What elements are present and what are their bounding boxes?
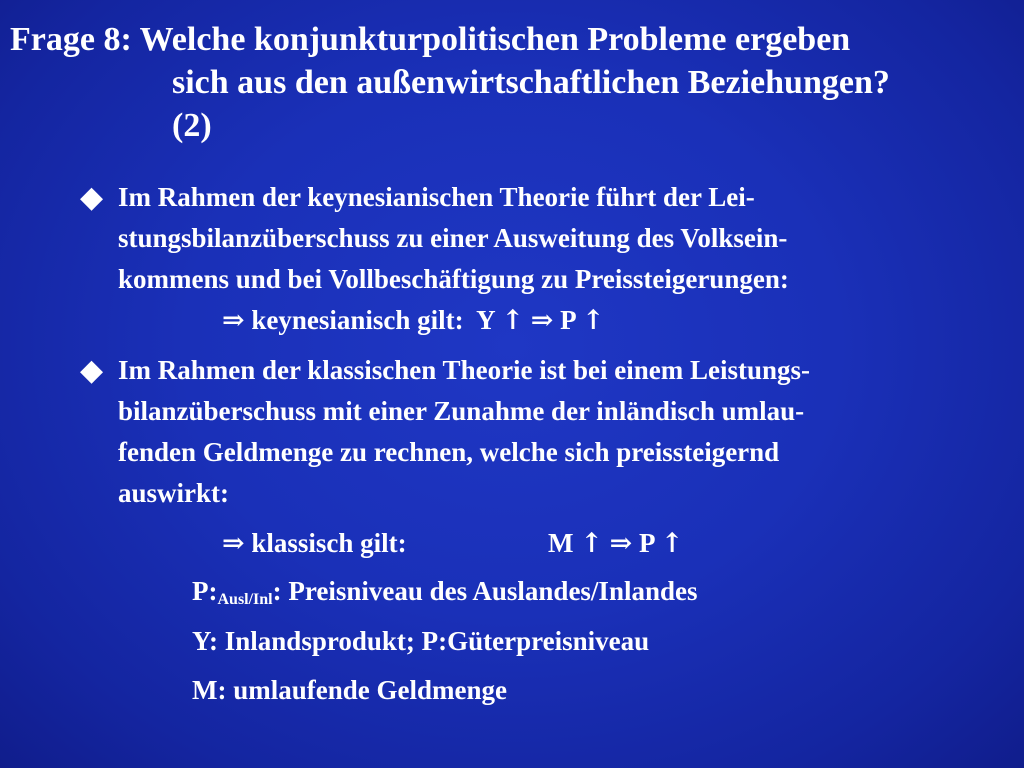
bullet-classical <box>80 350 1010 514</box>
arrow-up-icon: ↑ <box>660 528 684 559</box>
implies-icon: ⇒ <box>609 528 633 559</box>
legend-p <box>192 567 697 615</box>
slide-title <box>10 18 1014 147</box>
implies-icon: ⇒ <box>222 305 245 336</box>
formula-classical-expression <box>548 523 683 564</box>
diamond-bullet-icon: ◆ <box>80 354 104 387</box>
bullet-text: Im Rahmen der keynesianischen Theorie führt der Lei- <box>118 182 755 212</box>
legend-m: M: umlaufende Geldmenge <box>192 675 507 705</box>
bullet-text: Im Rahmen der klassischen Theorie ist bei einem Leistungs- <box>118 355 811 385</box>
arrow-up-icon: ↑ <box>581 305 605 336</box>
bullet-line: fenden Geldmenge zu rechnen, welche sich preissteigernd <box>118 437 780 467</box>
formula-var-m: M <box>548 528 574 558</box>
legend-p-text: : Preisniveau des Auslandes/Inlandes <box>272 576 698 606</box>
title-line-1: Frage 8: Welche konjunkturpolitischen Probleme ergeben <box>10 21 851 58</box>
formula-label: keynesianisch gilt: <box>251 305 464 335</box>
arrow-up-icon: ↑ <box>580 528 603 559</box>
formula-keynesian <box>222 300 605 341</box>
formula-classical <box>222 523 407 564</box>
implies-icon: ⇒ <box>530 305 554 336</box>
formula-var-p: P <box>638 528 654 558</box>
bullet-line: auswirkt: <box>118 478 230 508</box>
title-line-2: sich aus den außenwirtschaftlichen Beziehungen? <box>172 64 890 101</box>
bullet-line: bilanzüberschuss mit einer Zunahme der inländisch umlau- <box>118 396 805 426</box>
formula-var-p: P <box>560 305 576 335</box>
bullet-line: stungsbilanzüberschuss zu einer Ausweitung des Volksein- <box>118 223 788 253</box>
arrow-up-icon: ↑ <box>501 305 525 336</box>
implies-icon: ⇒ <box>222 528 245 559</box>
bullet-keynesian <box>80 177 1010 300</box>
formula-var-y: Y <box>476 305 495 335</box>
bullet-line <box>80 177 1010 218</box>
bullet-line <box>80 350 1010 391</box>
bullet-line: kommens und bei Vollbeschäftigung zu Preissteigerungen: <box>118 264 789 294</box>
formula-label: klassisch gilt: <box>251 528 407 558</box>
legend-p-subscript: Ausl/Inl <box>217 591 273 608</box>
title-line-3: (2) <box>172 107 212 144</box>
legend-p-prefix: P: <box>192 576 218 606</box>
diamond-bullet-icon: ◆ <box>80 181 104 214</box>
legend-y: Y: Inlandsprodukt; P:Güterpreisniveau <box>192 626 650 656</box>
